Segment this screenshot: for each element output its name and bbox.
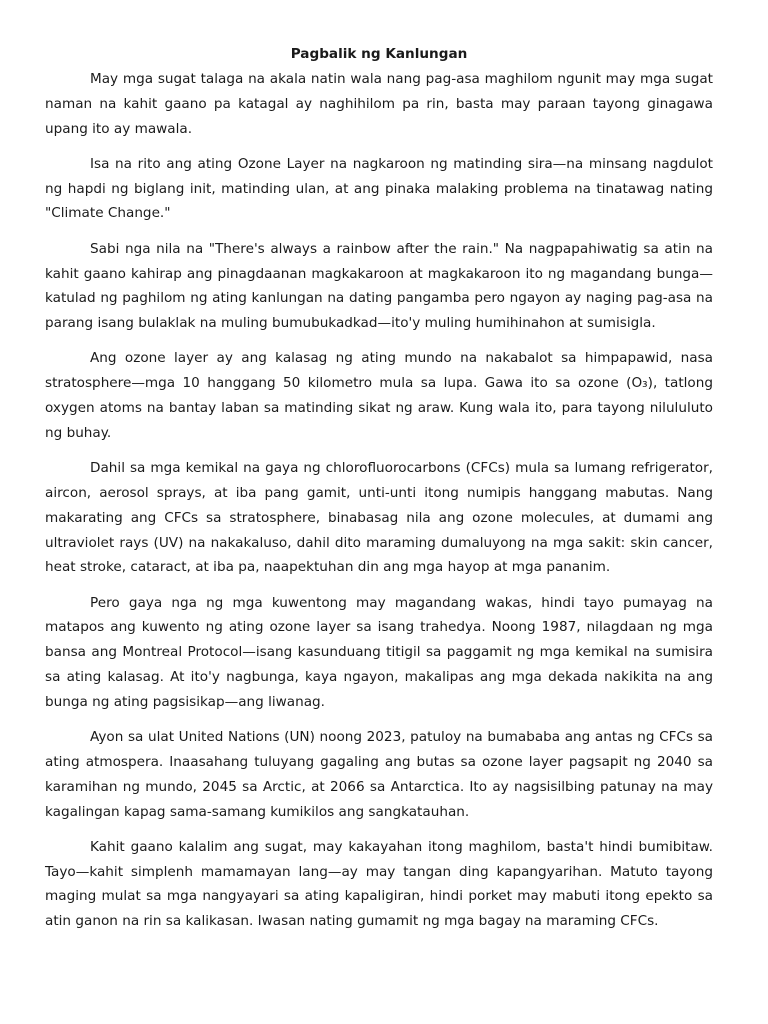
paragraph-6: Pero gaya nga ng mga kuwentong may magandang wakas, hindi tayo pumayag na matapos ang kuwento ng ating ozone layer sa isang trahedya. Noong 1987, nilagdaan ng mga bansa ang Montreal Protocol—isang kasunduang titigil sa paggamit ng mga kemikal na sumisira sa ating kalasag. At ito'y nagbunga, kaya ngayon, makalipas ang mga dekada nakikita na ang bunga ng ating pagsisikap—ang liwanag. bbox=[45, 594, 713, 710]
paragraph-7: Ayon sa ulat United Nations (UN) noong 2023, patuloy na bumababa ang antas ng CFCs sa ating atmospera. Inaasahang tuluyang gagaling ang butas sa ozone layer pagsapit ng 2040 sa karamihan ng mundo, 2045 sa Arctic, at 2066 sa Antarctica. Ito ay nagsisilbing patunay na may kagalingan kapag sama-samang kumikilos ang sangkatauhan. bbox=[45, 729, 713, 820]
paragraph-2: Isa na rito ang ating Ozone Layer na nagkaroon ng matinding sira—na minsang nagdulot ng hapdi ng biglang init, matinding ulan, at ang pinaka malaking problema na tinatawag nating "Climate Change." bbox=[45, 155, 713, 222]
paragraph-1: May mga sugat talaga na akala natin wala nang pag-asa maghilom ngunit may mga sugat naman na kahit gaano pa katagal ay naghihilom pa rin, basta may paraan tayong ginagawa upang ito ay mawala. bbox=[45, 71, 713, 137]
paragraph-4: Ang ozone layer ay ang kalasag ng ating mundo na nakabalot sa himpapawid, nasa stratosphere—mga 10 hanggang 50 kilometro mula sa lupa. Gawa ito sa ozone (O₃), tatlong oxygen atoms na bantay laban sa matinding sikat ng araw. Kung wala ito, para tayong nilululuto ng buhay. bbox=[45, 350, 713, 441]
paragraph-8: Kahit gaano kalalim ang sugat, may kakayahan itong maghilom, basta't hindi bumibitaw. Tayo—kahit simplenh mamamayan lang—ay may tangan ding kapangyarihan. Matuto tayong maging mulat sa mga nangyayari sa ating kapaligiran, hindi porket may mabuti itong epekto sa atin ganon na rin sa kalikasan. Iwasan nating gumamit ng mga bagay na maraming CFCs. bbox=[45, 838, 713, 930]
document-title: Pagbalik ng Kanlungan bbox=[290, 46, 468, 62]
paragraph-5: Dahil sa mga kemikal na gaya ng chlorofluorocarbons (CFCs) mula sa lumang refrigerator, aircon, aerosol sprays, at iba pang gamit, unti-unti itong numipis hanggang mabutas. Nang makarating ang CFCs sa stratosphere, binabasag nila ang ozone molecules, at dumami ang ultraviolet rays (UV) na nakakaluso, dahil dito maraming dumaluyong na mga sakit: skin cancer, heat stroke, cataract, at iba pa, naapektuhan din ang mga hayop at mga pananim. bbox=[45, 460, 713, 576]
paragraph-3: Sabi nga nila na "There's always a rainbow after the rain." Na nagpapahiwatig sa atin na kahit gaano kahirap ang pinagdaanan magkakaroon at magkakaroon ito ng magandang bunga—katulad ng paghilom ng ating kanlungan na dating pangamba pero ngayon ay naging pag-asa na parang isang bulaklak na muling bumubukadkad—ito'y muling humihinahon at sumisigla. bbox=[45, 240, 713, 332]
document-page bbox=[45, 44, 713, 945]
